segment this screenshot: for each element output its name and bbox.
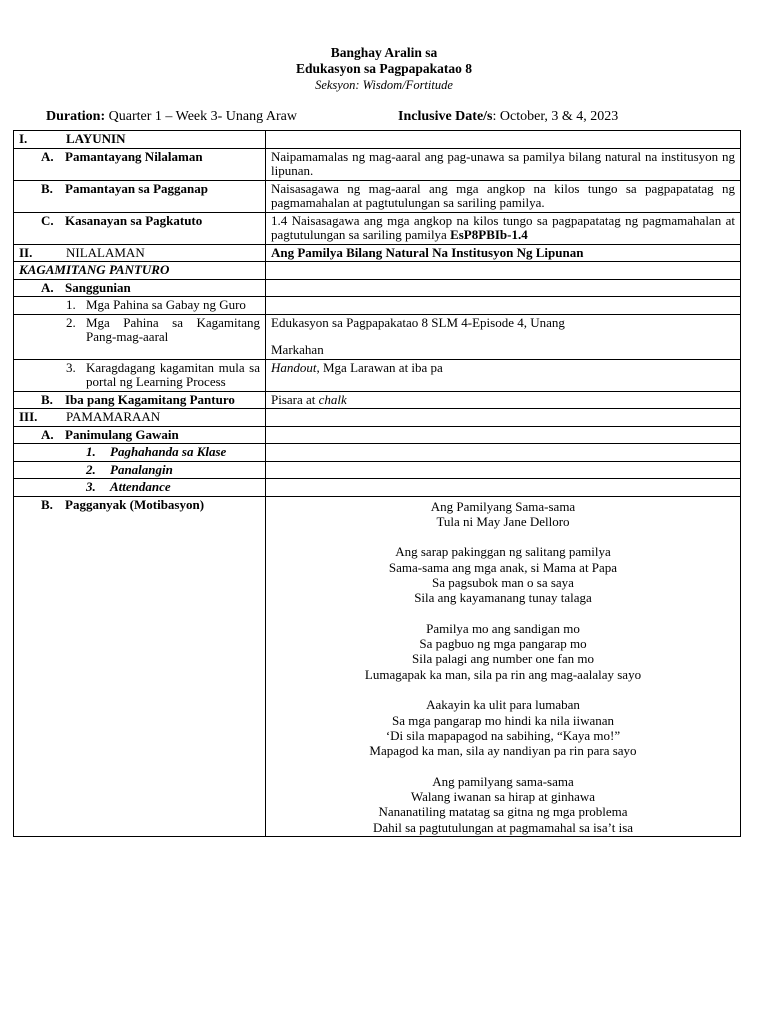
row-label-text: Pamantayang Nilalaman <box>65 148 203 164</box>
section-number: II. <box>19 244 33 260</box>
row-label <box>14 180 266 212</box>
empty-cell <box>266 131 741 149</box>
row-letter: C. <box>41 212 54 228</box>
table-row <box>14 426 741 444</box>
poem <box>271 498 735 836</box>
row-label-text: Kasanayan sa Pagkatuto <box>65 212 203 228</box>
item-number: 1. <box>86 444 96 459</box>
row-value: Naipamamalas ng mag-aaral ang pag-unawa sa pamilya bilang natural na institusyon ng lipunan. <box>266 148 741 180</box>
section-heading <box>14 409 266 427</box>
poem-line <box>271 606 735 621</box>
poem-line: Sa pagsubok man o sa saya <box>432 574 574 590</box>
item-number: 1. <box>66 297 76 312</box>
item-number: 3. <box>66 359 76 375</box>
poem-line: Ang sarap pakinggan ng salitang pamilya <box>395 544 611 560</box>
table-row <box>14 359 741 391</box>
row-label-text: Pamantayan sa Pagganap <box>65 180 209 196</box>
row-label <box>14 426 266 444</box>
empty-cell <box>266 444 741 462</box>
row-label <box>14 496 266 837</box>
duration-value: Quarter 1 – Week 3- Unang Araw <box>105 109 297 124</box>
item-label: Mga Pahina sa Kagamitang Pang-mag-aaral <box>86 314 260 344</box>
table-row <box>14 314 741 359</box>
doc-title-line2: Edukasyon sa Pagpapakatao 8 <box>296 61 472 76</box>
pisara-text: Pisara at <box>271 391 319 407</box>
poem-line: Sa pagbuo ng mga pangarap mo <box>419 636 587 652</box>
section-heading <box>14 131 266 149</box>
competency-code: EsP8PBIb-1.4 <box>450 227 528 242</box>
table-row <box>14 444 741 462</box>
section-number: III. <box>19 409 38 424</box>
item-label: Attendance <box>110 479 171 494</box>
handout-text: Handout <box>271 359 317 375</box>
poem-line <box>271 759 735 774</box>
poem-line: Aakayin ka ulit para lumaban <box>426 697 580 713</box>
row-value <box>266 212 741 244</box>
table-row <box>14 391 741 409</box>
poem-line: Ang Pamilyang Sama-sama <box>430 498 576 514</box>
table-row <box>14 148 741 180</box>
item-label: Mga Pahina sa Gabay ng Guro <box>86 297 246 312</box>
row-letter: B. <box>41 391 53 407</box>
inclusive-label: Inclusive Date/s <box>398 109 493 124</box>
section-label: LAYUNIN <box>66 131 126 146</box>
item-number: 3. <box>86 479 96 494</box>
row-value: Naisasagawa ng mag-aaral ang mga angkop na kilos tungo sa pagpapatatag ng pagmamahalan at pagtutulungan sa sariling pamilya. <box>266 180 741 212</box>
empty-cell <box>266 409 741 427</box>
row-label-text: Pagganyak (Motibasyon) <box>65 496 205 512</box>
doc-title-line1: Banghay Aralin sa <box>330 45 438 60</box>
row-label <box>14 279 266 297</box>
row-value <box>266 391 741 409</box>
item-label: Paghahanda sa Klase <box>110 444 227 459</box>
empty-cell <box>266 426 741 444</box>
row-letter: A. <box>41 279 54 295</box>
empty-cell <box>266 262 741 280</box>
section-label: NILALAMAN <box>66 244 145 260</box>
poem-line: Lumagapak ka man, sila pa rin ang mag-aalalay sayo <box>364 666 642 682</box>
row-letter: B. <box>41 180 53 196</box>
poem-cell <box>266 496 741 837</box>
section-number: I. <box>19 131 28 146</box>
row-value <box>266 359 741 391</box>
row-label <box>14 479 266 497</box>
poem-line: ‘Di sila mapapagod na sabihing, “Kaya mo!” <box>385 727 621 743</box>
inclusive-date-line <box>398 109 618 125</box>
empty-cell <box>266 479 741 497</box>
poem-line <box>271 529 735 544</box>
section-heading <box>14 244 266 262</box>
table-row <box>14 279 741 297</box>
table-row <box>14 180 741 212</box>
empty-cell <box>266 279 741 297</box>
poem-line: Mapagod ka man, sila ay nandiyan pa rin para sayo <box>369 743 637 759</box>
empty-cell <box>266 461 741 479</box>
row-label <box>14 444 266 462</box>
row-label <box>14 297 266 315</box>
row-label <box>14 314 266 359</box>
row-letter: A. <box>41 148 54 164</box>
row-value-line2: Markahan <box>271 342 324 357</box>
item-number: 2. <box>66 314 76 330</box>
row-label-text: Iba pang Kagamitang Panturo <box>65 391 235 407</box>
row-label-text: Sanggunian <box>65 279 131 295</box>
competency-text: 1.4 Naisasagawa ang mga angkop na kilos tungo sa pagpapatatag ng pagmamahalan at pagtutulungan sa sariling pamilya <box>271 212 735 242</box>
item-number: 2. <box>86 461 96 477</box>
row-label <box>14 359 266 391</box>
empty-cell <box>266 297 741 315</box>
table-row <box>14 131 741 149</box>
lesson-plan-table <box>13 130 741 837</box>
poem-line: Sila ang kayamanang tunay talaga <box>414 590 592 606</box>
table-row <box>14 496 741 837</box>
row-letter: A. <box>41 426 54 442</box>
doc-seksyon: Seksyon: Wisdom/Fortitude <box>315 78 453 92</box>
item-label: Panalangin <box>110 461 173 477</box>
poem-line: Ang pamilyang sama-sama <box>432 773 574 789</box>
poem-line: Tula ni May Jane Delloro <box>436 513 570 529</box>
row-label <box>14 148 266 180</box>
table-row <box>14 409 741 427</box>
row-value: Ang Pamilya Bilang Natural Na Institusyon Ng Lipunan <box>266 244 741 262</box>
poem-line: Sa mga pangarap mo hindi ka nila iiwanan <box>391 712 615 728</box>
row-label <box>14 391 266 409</box>
materials-text: , Mga Larawan at iba pa <box>316 359 443 375</box>
row-letter: B. <box>41 496 53 512</box>
poem-line: Sama-sama ang mga anak, si Mama at Papa <box>388 559 618 575</box>
table-row <box>14 461 741 479</box>
chalk-text: chalk <box>318 391 347 407</box>
poem-line: Sila palagi ang number one fan mo <box>412 651 594 667</box>
poem-line: Walang iwanan sa hirap at ginhawa <box>410 789 596 805</box>
poem-line <box>271 682 735 697</box>
poem-line: Pamilya mo ang sandigan mo <box>426 620 580 636</box>
table-row <box>14 262 741 280</box>
row-label: KAGAMITANG PANTURO <box>14 262 266 280</box>
inclusive-value: : October, 3 & 4, 2023 <box>492 109 619 124</box>
row-label <box>14 212 266 244</box>
poem-line: Nananatiling matatag sa gitna ng mga problema <box>378 804 628 820</box>
table-row <box>14 212 741 244</box>
row-label-text: Panimulang Gawain <box>65 426 179 442</box>
table-row <box>14 479 741 497</box>
item-label: Karagdagang kagamitan mula sa portal ng Learning Process <box>86 359 260 389</box>
table-row <box>14 244 741 262</box>
table-row <box>14 297 741 315</box>
row-value-line1: Edukasyon sa Pagpapakatao 8 SLM 4-Episode 4, Unang <box>271 314 565 330</box>
row-label <box>14 461 266 479</box>
duration-label: Duration: <box>46 109 106 124</box>
section-label: PAMAMARAAN <box>66 409 161 424</box>
duration-line <box>46 109 297 125</box>
poem-line: Dahil sa pagtutulungan at pagmamahal sa isa’t isa <box>372 819 634 835</box>
row-value <box>266 314 741 359</box>
